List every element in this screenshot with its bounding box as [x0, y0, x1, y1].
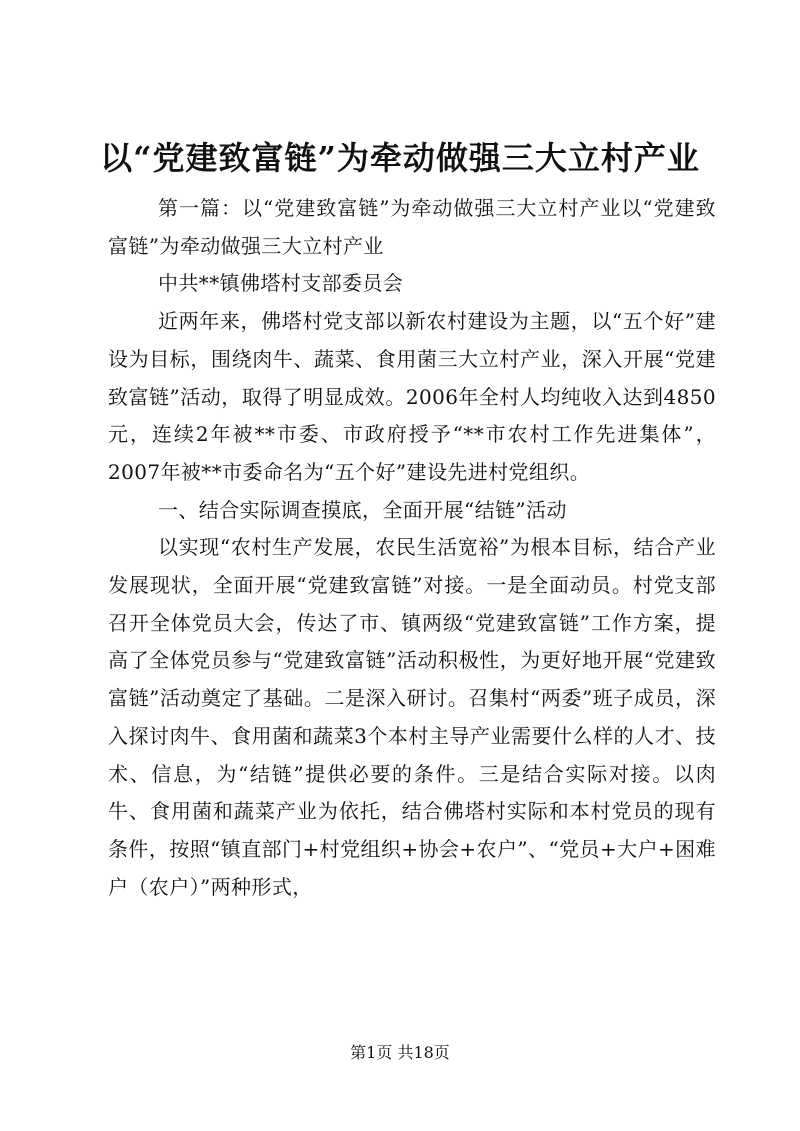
page-footer: 第1页 共18页 [350, 1043, 450, 1062]
document-body [108, 190, 716, 906]
paragraph-section-body: 以实现“农村生产发展，农民生活宽裕”为根本目标，结合产业发展现状，全面开展“党建致富链”对接。一是全面动员。村党支部召开全体党员大会，传达了市、镇两级“党建致富链”工作方案，提高了全体党员参与“党建致富链”活动积极性，为更好地开展“党建致富链”活动奠定了基础。二是深入研讨。召集村“两委”班子成员，深入探讨肉牛、食用菌和蔬菜3个本村主导产业需要什么样的人才、技术、信息，为“结链”提供必要的条件。三是结合实际对接。以肉牛、食用菌和蔬菜产业为依托，结合佛塔村实际和本村党员的现有条件，按照“镇直部门+村党组织+协会+农户”、“党员+大户+困难户（农户）”两种形式， [108, 535, 716, 899]
paragraph-chapter-heading: 第一篇：以“党建致富链”为牵动做强三大立村产业以“党建致富链”为牵动做强三大立村产业 [108, 196, 716, 258]
paragraph-intro: 近两年来，佛塔村党支部以新农村建设为主题，以“五个好”建设为目标，围绕肉牛、蔬菜、食用菌三大立村产业，深入开展“党建致富链”活动，取得了明显成效。2006年全村人均纯收入达到4850元，连续2年被**市委、市政府授予“**市农村工作先进集体”，2007年被**市委命名为“五个好”建设先进村党组织。 [108, 309, 716, 484]
paragraph-author: 中共**镇佛塔村支部委员会 [158, 271, 404, 296]
paragraph-section-heading: 一、结合实际调查摸底，全面开展“结链”活动 [158, 497, 567, 522]
document-title: 以“党建致富链”为牵动做强三大立村产业 [100, 139, 700, 177]
